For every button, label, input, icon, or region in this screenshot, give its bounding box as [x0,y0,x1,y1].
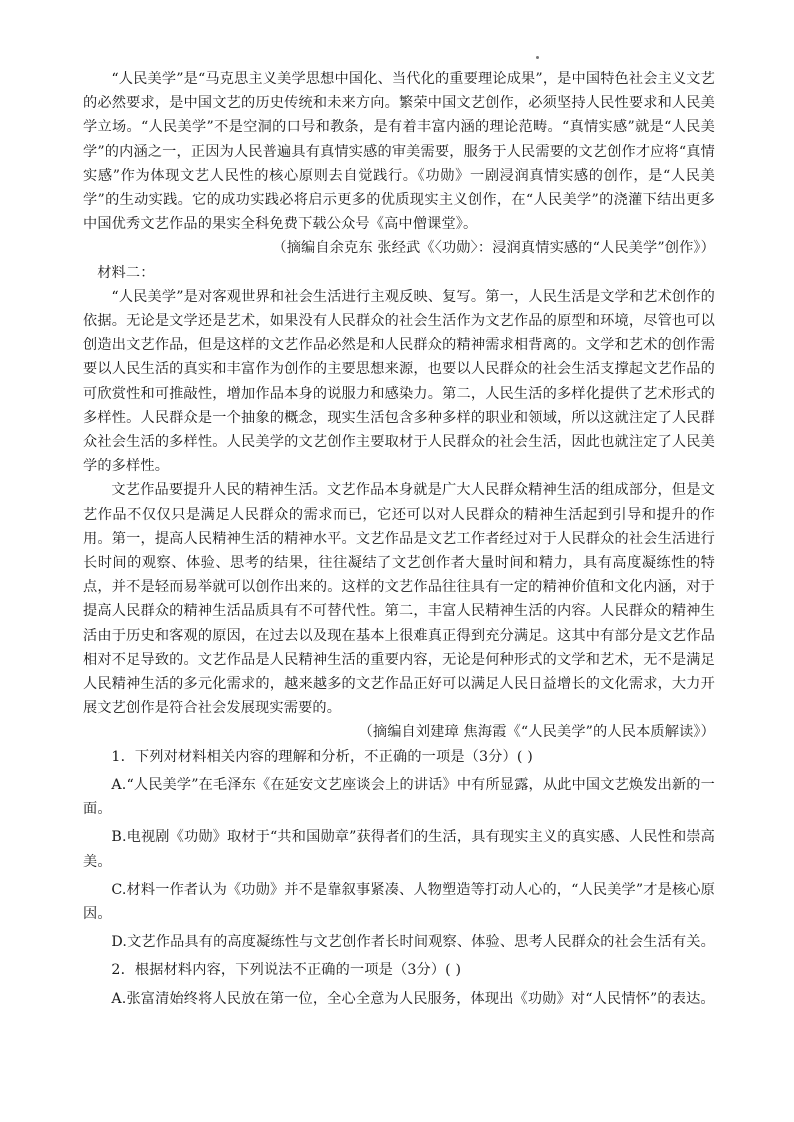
scan-speck [536,56,539,59]
material-two-paragraph-1: “人民美学”是对客观世界和社会生活进行主观反映、复写。第一，人民生活是文学和艺术创作的依据。无论是文学还是艺术，如果没有人民群众的社会生活作为文艺作品的原型和环境，尽管也可以创造出文艺作品，但是这样的文艺作品必然是和人民群众的精神需求相背离的。文学和艺术的创作需要以人民生活的真实和丰富作为创作的主要思想来源，也要以人民群众的社会生活支撑起文艺作品的可欣赏性和可推敲性，增加作品本身的说服力和感染力。第二，人民生活的多样化提供了艺术形式的多样性。人民群众是一个抽象的概念，现实生活包含多种多样的职业和领域，所以这就注定了人民群众社会生活的多样性。人民美学的文艺创作主要取材于人民群众的社会生活，因此也就注定了人民美学的多样性。 [83,288,715,475]
passage-body [83,67,715,1011]
question-2-option-a: A.张富清始终将人民放在第一位，全心全意为人民服务，体现出《功勋》对“人民情怀”的表达。 [111,990,715,1007]
material-two-paragraph-2: 文艺作品要提升人民的精神生活。文艺作品本身就是广大人民群众精神生活的组成部分，但是文艺作品不仅仅只是满足人民群众的需求而已，它还可以对人民群众的精神生活起到引导和提升的作用。第一，提高人民精神生活的精神水平。文艺作品是文艺工作者经过对于人民群众的社会生活进行长时间的观察、体验、思考的结果，往往凝结了文艺创作者大量时间和精力，具有高度凝练性的特点，并不是轻而易举就可以创作出来的。这样的文艺作品往往具有一定的精神价值和文化内涵，对于提高人民群众的精神生活品质具有不可替代性。第二，丰富人民精神生活的内容。人民群众的精神生活由于历史和客观的原因，在过去以及现在基本上很难真正得到充分满足。这其中有部分是文艺作品相对不足导致的。文艺作品是人民精神生活的重要内容，无论是何种形式的文学和艺术，无不是满足人民精神生活的多元化需求的，越来越多的文艺作品正好可以满足人民日益增长的文化需求，大力开展文艺创作是符合社会发展现实需要的。 [83,482,715,717]
question-1-stem: 1．下列对材料相关内容的理解和分析，不正确的一项是（3分）( ) [111,748,533,765]
material-one-source: （摘编自余克东 张经武《〈功勋〉：浸润真情实感的“人民美学”创作》） [272,240,715,257]
question-2-stem: 2．根据材料内容，下列说法不正确的一项是（3分）( ) [111,962,462,979]
material-one-paragraph: “人民美学”是“马克思主义美学思想中国化、当代化的重要理论成果”，是中国特色社会主义文艺的必然要求，是中国文艺的历史传统和未来方向。繁荣中国文艺创作，必须坚持人民性要求和人民美学立场。“人民美学”不是空洞的口号和教条，是有着丰富内涵的理论范畴。“真情实感”就是“人民美学”的内涵之一，正因为人民普遍具有真情实感的审美需要，服务于人民需要的文艺创作才应将“真情实感”作为体现文艺人民性的核心原则去自觉践行。《功勋》一剧浸润真情实感的创作，是“人民美学”的生动实践。它的成功实践必将启示更多的优质现实主义创作，在“人民美学”的浇灌下结出更多中国优秀文艺作品的果实全科免费下载公众号《高中僧课堂》。 [83,71,715,233]
material-two-source: （摘编自刘建璋 焦海霞《“人民美学”的人民本质解读》） [358,724,715,741]
question-1-option-d: D.文艺作品具有的高度凝练性与文艺创作者长时间观察、体验、思考人民群众的社会生活有关。 [111,934,715,951]
question-1-option-b: B.电视剧《功勋》取材于“共和国勋章”获得者们的生活，具有现实主义的真实感、人民性和崇高美。 [83,829,715,870]
question-1-option-a: A.“人民美学”在毛泽东《在延安文艺座谈会上的讲话》中有所显露，从此中国文艺焕发出新的一面。 [83,776,715,818]
material-two-heading: 材料二： [97,264,155,281]
question-1-option-c: C.材料一作者认为《功勋》并不是靠叙事紧凑、人物塑造等打动人心的，“人民美学”才是核心原因。 [83,881,715,922]
